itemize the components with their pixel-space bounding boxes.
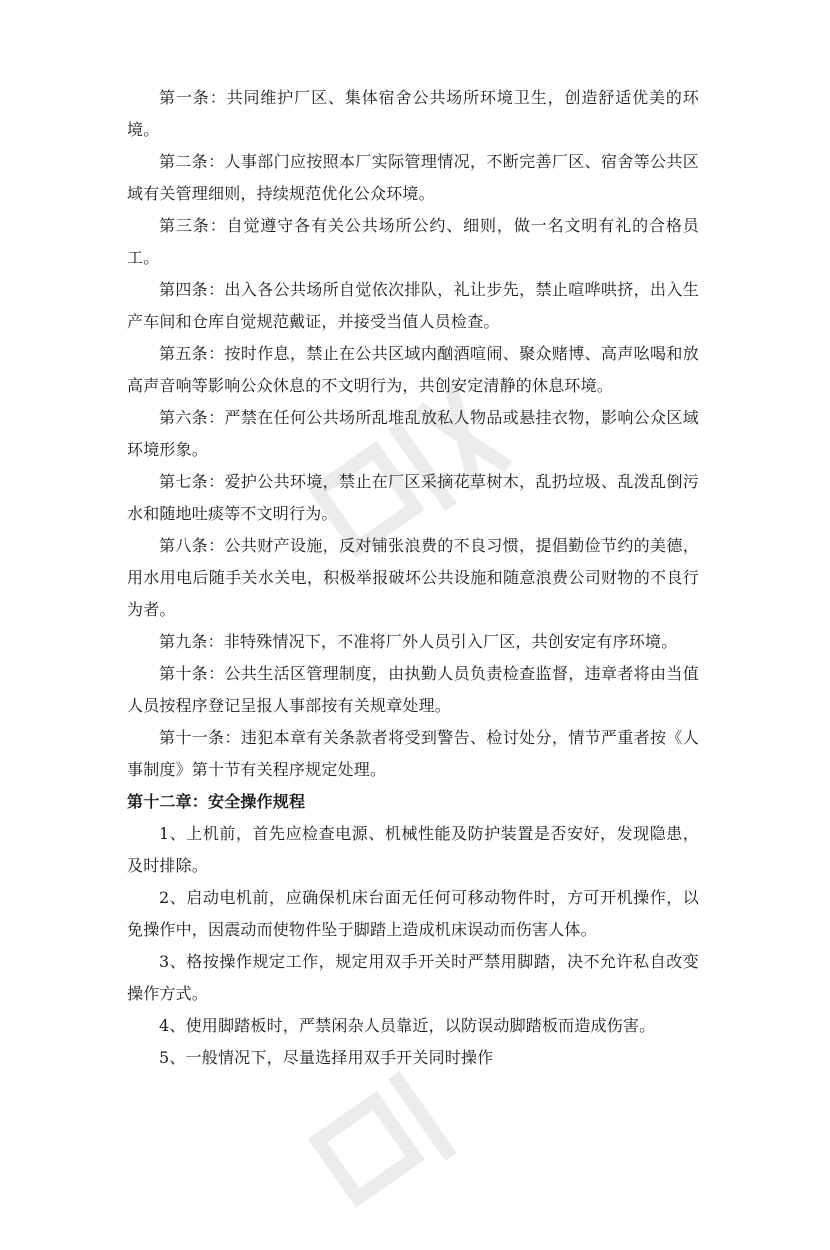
article-6: 第六条：严禁在任何公共场所乱堆乱放私人物品或悬挂衣物，影响公众区域环境形象。 (127, 408, 699, 459)
chapter-heading: 第十二章：安全操作规程 (127, 792, 306, 811)
document-body (127, 82, 699, 1074)
article-5: 第五条：按时作息，禁止在公共区域内酗酒喧闹、聚众赌博、高声吆喝和放高声音响等影响公众休息的不文明行为，共创安定清静的休息环境。 (127, 344, 699, 395)
procedure-5: 5、一般情况下，尽量选择用双手开关同时操作 (159, 1048, 494, 1067)
procedure-3: 3、格按操作规定工作，规定用双手开关时严禁用脚踏，决不允许私自改变操作方式。 (127, 952, 699, 1003)
article-3: 第三条：自觉遵守各有关公共场所公约、细则，做一名文明有礼的合格员工。 (127, 216, 699, 267)
article-9: 第九条：非特殊情况下，不准将厂外人员引入厂区，共创安定有序环境。 (159, 632, 678, 651)
article-2: 第二条：人事部门应按照本厂实际管理情况，不断完善厂区、宿舍等公共区域有关管理细则，持续规范优化公众环境。 (127, 152, 699, 203)
article-11: 第十一条：违犯本章有关条款者将受到警告、检讨处分，情节严重者按《人事制度》第十节有关程序规定处理。 (127, 728, 699, 779)
article-1: 第一条：共同维护厂区、集体宿舍公共场所环境卫生，创造舒适优美的环境。 (127, 88, 699, 139)
procedure-2: 2、启动电机前，应确保机床台面无任何可移动物件时，方可开机操作，以免操作中，因震动而使物件坠于脚踏上造成机床误动而伤害人体。 (127, 888, 699, 939)
procedure-4: 4、使用脚踏板时，严禁闲杂人员靠近，以防误动脚踏板而造成伤害。 (159, 1016, 656, 1035)
article-7: 第七条：爱护公共环境，禁止在厂区采摘花草树木，乱扔垃圾、乱泼乱倒污水和随地吐痰等不文明行为。 (127, 472, 699, 523)
article-8: 第八条：公共财产设施，反对铺张浪费的不良习惯，提倡勤俭节约的美德，用水用电后随手关水关电，积极举报破坏公共设施和随意浪费公司财物的不良行为者。 (127, 536, 699, 619)
procedure-1: 1、上机前，首先应检查电源、机械性能及防护装置是否安好，发现隐患，及时排除。 (127, 824, 699, 875)
article-10: 第十条：公共生活区管理制度，由执勤人员负责检查监督，违章者将由当值人员按程序登记呈报人事部按有关规章处理。 (127, 664, 699, 715)
article-4: 第四条：出入各公共场所自觉依次排队，礼让步先，禁止喧哗哄挤，出入生产车间和仓库自觉规范戴证，并接受当值人员检查。 (127, 280, 699, 331)
